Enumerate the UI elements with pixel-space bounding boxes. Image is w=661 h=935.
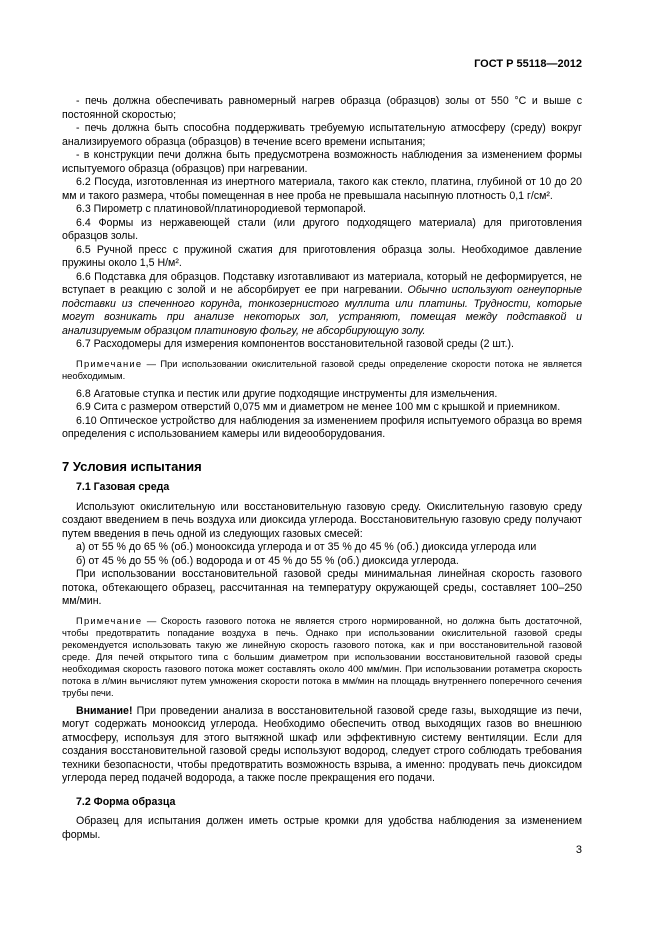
item-6-7: 6.7 Расходомеры для измерения компонентов восстановительной газовой среды (2 шт.). (76, 338, 514, 350)
item-6-6-text: 6.6 Подставка для образцов. Подставку изготавливают из материала, который не деформируется, не вступает в реакцию с золой и не абсорбирует ее при нагревании. (62, 270, 582, 296)
item-6-6 (62, 271, 582, 339)
item-6-2 (62, 176, 582, 203)
list-item: - печь должна обеспечивать равномерный нагрев образца (образцов) золы от 550 °С и выше с постоянной скоростью; (62, 95, 582, 121)
item-6-6-italic: Обычно используют огнеупорные подставки из спеченного корунда, тонкозернистого муллита или платины. Трудности, которые могут возникать при анализе некоторых зол, устраняют, помещая между подставкой и анализируемым образцом платиновую фольгу, не абсорбирующую золу. (62, 284, 582, 337)
item-6-8: 6.8 Агатовые ступка и пестик или другие подходящие инструменты для измельчения. (76, 387, 498, 400)
warning-paragraph (62, 705, 582, 786)
section-7-2-paragraph: Образец для испытания должен иметь острые кромки для удобства наблюдения за изменением формы. (62, 815, 582, 841)
list-item: - в конструкции печи должна быть предусмотрена возможность наблюдения за изменением формы испытуемого образца (образцов) при нагревании. (62, 149, 582, 175)
item-6-5 (62, 244, 582, 271)
note-1-label: Примечание (76, 357, 143, 369)
warning-text: При проведении анализа в восстановительной газовой среде газы, выходящие из печи, могут содержать монооксид углерода. Необходимо обеспечить отвод выходящих газов во внешнюю атмосферу, используя для этого вытяжной шкаф или эффективную систему вентиляции. Если для создания восстановительной газовой среды используют водород, следует строго соблюдать требования техники безопасности, чтобы предотвратить возможность взрыва, а именно: продувать печь диоксидом углерода перед подачей водорода, а также после прекращения его подачи. (62, 704, 582, 784)
section-7-1-title: 7.1 Газовая среда (76, 481, 170, 493)
list-item: - печь должна быть способна поддерживать требуемую испытательную атмосферу (среду) вокруг анализируемого образца (образцов) в течение всего времени испытания; (62, 122, 582, 148)
item-6-10: 6.10 Оптическое устройство для наблюдения за изменением профиля испытуемого образца во время определения с использованием камеры или видеооборудования. (62, 414, 582, 440)
note-1-text: — При использовании окислительной газовой среды определение скорости потока не является необходимым. (62, 357, 582, 381)
page-content (62, 95, 582, 842)
item-6-2-end: . (549, 189, 553, 202)
standard-header: ГОСТ Р 55118—2012 (474, 58, 582, 70)
page-number: 3 (575, 844, 582, 856)
note-1 (62, 358, 582, 382)
item-6-5-end: . (178, 257, 182, 269)
section-7-1-paragraph: Используют окислительную или восстановительную газовую среду. Окислительную газовую среду создают введением в печь воздуха или диоксида углерода. Восстановительную газовую среду получают путем введения в печь одной из следующих газовых смесей: (62, 500, 582, 540)
note-2 (62, 615, 582, 699)
item-6-3: 6.3 Пирометр с платиновой/платинородиевой термопарой. (76, 203, 366, 215)
note-2-label: Примечание (76, 614, 143, 626)
item-6-2-text: 6.2 Посуда, изготовленная из инертного материала, такого как стекло, платина, глубиной от 10 до 20 мм и такого размера, чтобы помещенная в нее проба не превышала насыпную плотность 0,1 г/см² (62, 176, 582, 202)
item-6-5-text: 6.5 Ручной пресс с пружиной сжатия для приготовления образца золы. Необходимое давление пружины около 1,5 Н/м² (62, 243, 582, 269)
section-7-title: 7 Условия испытания (62, 458, 202, 474)
item-6-9: 6.9 Сита с размером отверстий 0,075 мм и диаметром не менее 100 мм с крышкой и приемником. (76, 401, 561, 413)
section-7-1-flow-paragraph: При использовании восстановительной газовой среды минимальная линейная скорость газового потока, обтекающего образец, рассчитанная на температуру окружающей среды, составляет 100–250 мм/мин. (62, 568, 582, 607)
item-6-4: 6.4 Формы из нержавеющей стали (или другого подходящего материала) для приготовления образцов золы. (62, 216, 582, 242)
gas-mixture-b: б) от 45 % до 55 % (об.) водорода и от 45 % до 55 % (об.) диоксида углерода. (76, 554, 459, 567)
gas-mixture-a: а) от 55 % до 65 % (об.) монооксида углерода и от 35 % до 45 % (об.) диоксида углерода или (76, 541, 537, 553)
warning-label: Внимание! (76, 704, 133, 717)
note-2-text: — Скорость газового потока не является строго нормированной, но должна быть достаточной, чтобы предотвратить попадание воздуха в печь. Однако при использовании окислительной газовой среды рекомендуется использовать такую же линейную скорость газового потока, как и при восстановительной газовой среде. Для печей открытого типа с большим диаметром при использовании восстановительной газовой среды необходимая скорость газового потока может составлять около 400 мм/мин. При использовании ротаметра скорость потока в л/мин вычисляют путем умножения скорости потока в мм/мин на площадь внутреннего поперечного сечения трубы печи. (62, 614, 582, 698)
section-7-2-title: 7.2 Форма образца (76, 795, 176, 808)
